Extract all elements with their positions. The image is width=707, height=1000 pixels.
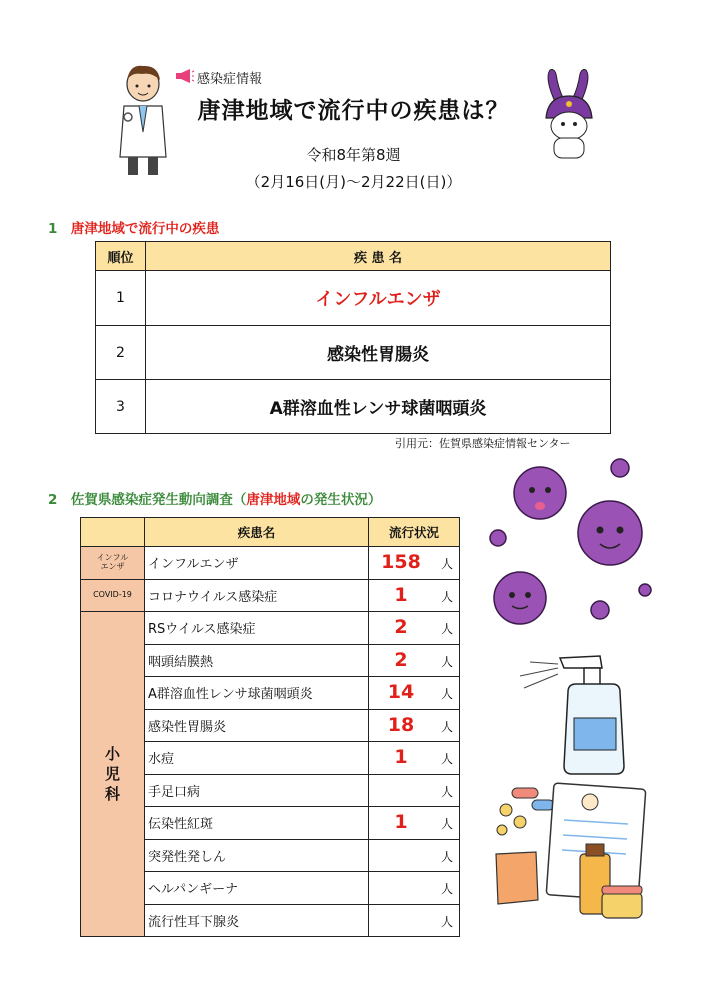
disease-name: A群溶血性レンサ球菌咽頭炎 <box>145 677 369 710</box>
table-row <box>81 547 460 580</box>
report-week: 令和8年第8週 <box>306 146 401 164</box>
disease-name: 手足口病 <box>145 774 369 807</box>
category-label: インフル エンザ <box>96 553 129 571</box>
unit-label: 人 <box>440 687 453 701</box>
case-count-cell <box>369 547 460 580</box>
megaphone-icon <box>176 69 194 83</box>
case-count-cell <box>369 839 460 872</box>
category-pediatric <box>81 612 145 937</box>
case-count-cell <box>369 579 460 612</box>
case-count-cell <box>369 807 460 840</box>
rank-cell: 2 <box>96 326 146 380</box>
case-count-cell <box>369 742 460 775</box>
disease-name: インフルエンザ <box>145 547 369 580</box>
unit-label: 人 <box>440 817 453 831</box>
unit-label: 人 <box>440 622 453 636</box>
case-count-cell <box>369 709 460 742</box>
disease-cell: A群溶血性レンサ球菌咽頭炎 <box>146 380 611 434</box>
surveillance-table <box>80 517 460 937</box>
disease-name: 流行性耳下腺炎 <box>145 904 369 937</box>
case-count-cell <box>369 904 460 937</box>
kicker-label: 感染症情報 <box>197 72 263 87</box>
disease-name: 突発性発しん <box>145 839 369 872</box>
case-count: 2 <box>394 616 408 638</box>
category-header <box>81 518 145 547</box>
section1-number: 1 <box>48 221 71 237</box>
table-row <box>96 326 611 380</box>
medicine-illustration <box>492 780 657 930</box>
page-title: 唐津地域で流行中の疾患は？ <box>197 98 510 124</box>
ranking-table <box>95 241 611 434</box>
unit-label: 人 <box>440 589 453 604</box>
disease-cell: インフルエンザ <box>146 271 611 326</box>
unit-label: 人 <box>440 719 453 734</box>
disease-name: 咽頭結膜熱 <box>145 644 369 677</box>
rank-cell: 3 <box>96 380 146 434</box>
disease-name: 伝染性紅斑 <box>145 807 369 840</box>
disease-name-header: 疾患名 <box>145 518 369 547</box>
case-count-cell <box>369 612 460 645</box>
unit-label: 人 <box>440 557 453 571</box>
case-count: 1 <box>394 811 408 833</box>
rank-header: 順位 <box>96 242 146 271</box>
unit-label: 人 <box>440 882 453 896</box>
case-count-cell <box>369 644 460 677</box>
disease-name: RSウイルス感染症 <box>145 612 369 645</box>
disease-name: 感染性胃腸炎 <box>145 709 369 742</box>
table-row <box>81 579 460 612</box>
unit-label: 人 <box>440 914 453 929</box>
section2-title-c: の発生状況） <box>300 492 382 508</box>
rank-cell: 1 <box>96 271 146 326</box>
table-row <box>96 271 611 326</box>
table-row <box>96 380 611 434</box>
disease-header: 疾 患 名 <box>146 242 611 271</box>
report-date-range: （2月16日(月)～2月22日(日)） <box>245 173 462 191</box>
disease-name: コロナウイルス感染症 <box>145 579 369 612</box>
table-row <box>81 612 460 645</box>
sanitizer-bottle-illustration <box>520 648 640 778</box>
case-count-cell <box>369 677 460 710</box>
section2-heading <box>48 488 381 508</box>
category-covid: COVID-19 <box>81 579 145 612</box>
ranking-header-row <box>96 242 611 271</box>
section1-heading <box>48 217 219 237</box>
section1-title: 唐津地域で流行中の疾患 <box>70 221 220 237</box>
case-count: 18 <box>387 713 415 736</box>
disease-name: ヘルパンギーナ <box>145 872 369 905</box>
case-count: 1 <box>394 746 408 768</box>
surveillance-header-row <box>81 518 460 547</box>
unit-label: 人 <box>440 654 453 669</box>
case-count: 1 <box>394 583 408 606</box>
unit-label: 人 <box>440 784 453 799</box>
case-count: 2 <box>394 648 408 671</box>
unit-label: 人 <box>440 752 453 766</box>
category-label: 小 児 科 <box>104 744 120 804</box>
category-influenza <box>81 547 145 580</box>
section2-title-region: 唐津地域 <box>246 492 301 508</box>
virus-illustration <box>480 448 670 638</box>
case-count-cell <box>369 774 460 807</box>
unit-label: 人 <box>440 849 453 864</box>
source-citation: 引用元：佐賀県感染症情報センター <box>395 437 571 450</box>
case-count-cell <box>369 872 460 905</box>
case-count: 158 <box>381 551 421 573</box>
mascot-illustration <box>536 68 602 164</box>
disease-name: 水痘 <box>145 742 369 775</box>
section2-title-a: 佐賀県感染症発生動向調査（ <box>70 492 247 508</box>
case-count: 14 <box>387 681 415 703</box>
disease-cell: 感染性胃腸炎 <box>146 326 611 380</box>
section2-number: 2 <box>48 492 71 508</box>
status-header: 流行状況 <box>369 518 460 547</box>
